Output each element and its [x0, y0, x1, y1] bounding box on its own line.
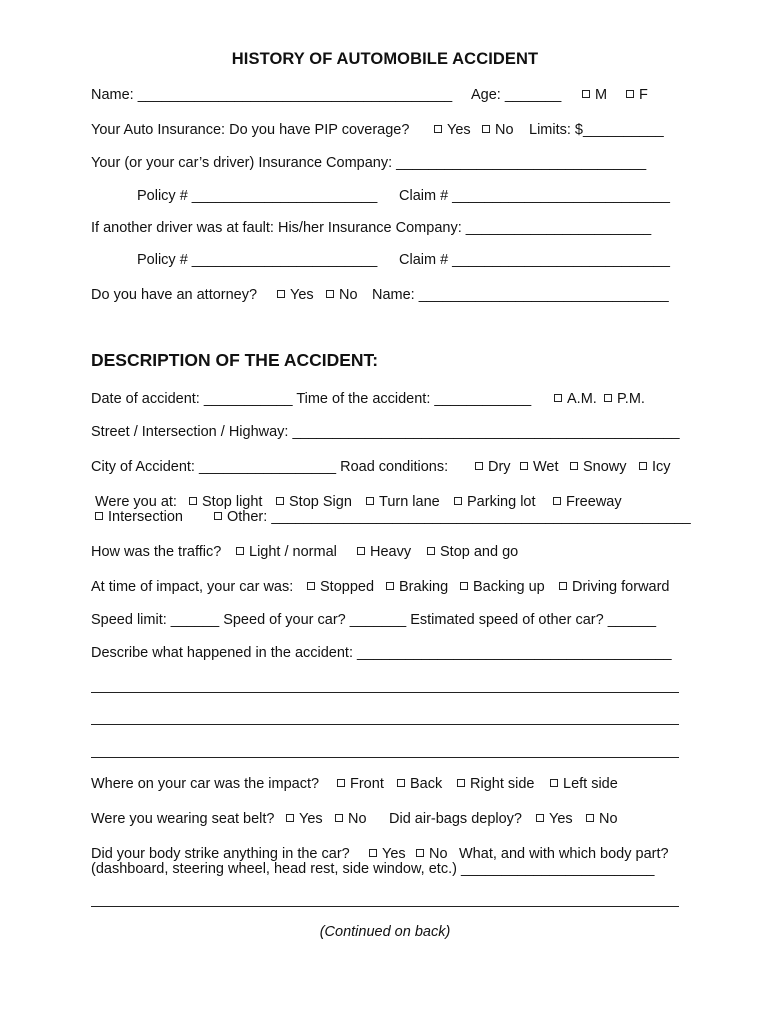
checkbox-icon [639, 462, 647, 470]
checkbox-icon [397, 779, 405, 787]
checkbox-icon [214, 512, 222, 520]
traffic-heavy-checkbox[interactable]: Heavy [357, 543, 411, 561]
checkbox-icon [357, 547, 365, 555]
description-line-2[interactable] [91, 724, 679, 725]
airbags-question: Did air-bags deploy? [389, 811, 522, 827]
checkbox-icon [335, 814, 343, 822]
street-field[interactable]: Street / Intersection / Highway: ________________________________________________ [91, 424, 680, 440]
checkbox-icon [366, 497, 374, 505]
insurance-company-field[interactable]: Your (or your car’s driver) Insurance Company: _______________________________ [91, 155, 647, 171]
speed-fields[interactable]: Speed limit: ______ Speed of your car? _______ Estimated speed of other car? ______ [91, 612, 657, 628]
checkbox-icon [95, 512, 103, 520]
back-checkbox[interactable]: Back [397, 775, 442, 793]
age-field[interactable]: Age: _______ [471, 87, 562, 103]
checkbox-icon [189, 497, 197, 505]
checkbox-icon [604, 394, 612, 402]
section-title: DESCRIPTION OF THE ACCIDENT: [91, 350, 379, 370]
pip-question: Your Auto Insurance: Do you have PIP coverage? [91, 122, 410, 138]
am-checkbox[interactable]: A.M. [554, 390, 597, 408]
attorney-name-field[interactable]: Name: _______________________________ [372, 287, 669, 303]
body-part-question: What, and with which body part? [459, 846, 669, 862]
pip-no-checkbox[interactable]: No [482, 121, 514, 139]
left-side-checkbox[interactable]: Left side [550, 775, 618, 793]
checkbox-icon [553, 497, 561, 505]
checkbox-icon [277, 290, 285, 298]
checkbox-icon [386, 582, 394, 590]
front-checkbox[interactable]: Front [337, 775, 384, 793]
body-part-line[interactable] [91, 906, 679, 907]
describe-field[interactable]: Describe what happened in the accident: _______________________________________ [91, 645, 672, 661]
name-field[interactable]: Name: _______________________________________ [91, 87, 453, 103]
backing-up-checkbox[interactable]: Backing up [460, 578, 545, 596]
sex-male-checkbox[interactable]: M [582, 86, 607, 104]
continued-note: (Continued on back) [319, 924, 451, 940]
checkbox-icon [286, 814, 294, 822]
impact-question: At time of impact, your car was: [91, 579, 294, 595]
claim-field[interactable]: Claim # ___________________________ [399, 188, 670, 204]
parking-lot-checkbox[interactable]: Parking lot [454, 493, 536, 511]
pm-checkbox[interactable]: P.M. [604, 390, 645, 408]
checkbox-icon [460, 582, 468, 590]
checkbox-icon [626, 90, 634, 98]
limits-field[interactable]: Limits: $__________ [529, 122, 664, 138]
freeway-checkbox[interactable]: Freeway [553, 493, 622, 511]
checkbox-icon [416, 849, 424, 857]
other-insurance-company-field[interactable]: If another driver was at fault: His/her Insurance Company: _______________________ [91, 220, 652, 236]
checkbox-icon [369, 849, 377, 857]
traffic-light-checkbox[interactable]: Light / normal [236, 543, 337, 561]
other-policy-field[interactable]: Policy # _______________________ [137, 252, 378, 268]
checkbox-icon [586, 814, 594, 822]
body-strike-no-checkbox[interactable]: No [416, 845, 448, 863]
wet-checkbox[interactable]: Wet [520, 458, 559, 476]
stop-sign-checkbox[interactable]: Stop Sign [276, 493, 352, 511]
other-location-field[interactable]: Other: ____________________________________________________ [214, 508, 691, 526]
stop-light-checkbox[interactable]: Stop light [189, 493, 262, 511]
checkbox-icon [457, 779, 465, 787]
form-title: HISTORY OF AUTOMOBILE ACCIDENT [231, 50, 539, 68]
description-line-3[interactable] [91, 757, 679, 758]
pip-yes-checkbox[interactable]: Yes [434, 121, 471, 139]
date-time-fields[interactable]: Date of accident: ___________ Time of the accident: ____________ [91, 391, 532, 407]
braking-checkbox[interactable]: Braking [386, 578, 448, 596]
checkbox-icon [326, 290, 334, 298]
location-type-label: Were you at: [95, 494, 177, 510]
checkbox-icon [454, 497, 462, 505]
checkbox-icon [427, 547, 435, 555]
airbags-yes-checkbox[interactable]: Yes [536, 810, 573, 828]
snowy-checkbox[interactable]: Snowy [570, 458, 627, 476]
traffic-stop-go-checkbox[interactable]: Stop and go [427, 543, 518, 561]
turn-lane-checkbox[interactable]: Turn lane [366, 493, 440, 511]
checkbox-icon [520, 462, 528, 470]
checkbox-icon [559, 582, 567, 590]
attorney-yes-checkbox[interactable]: Yes [277, 286, 314, 304]
icy-checkbox[interactable]: Icy [639, 458, 671, 476]
airbags-no-checkbox[interactable]: No [586, 810, 618, 828]
checkbox-icon [236, 547, 244, 555]
impact-location-question: Where on your car was the impact? [91, 776, 320, 792]
intersection-checkbox[interactable]: Intersection [95, 508, 183, 526]
checkbox-icon [434, 125, 442, 133]
seatbelt-yes-checkbox[interactable]: Yes [286, 810, 323, 828]
dry-checkbox[interactable]: Dry [475, 458, 511, 476]
stopped-checkbox[interactable]: Stopped [307, 578, 374, 596]
attorney-no-checkbox[interactable]: No [326, 286, 358, 304]
checkbox-icon [307, 582, 315, 590]
checkbox-icon [536, 814, 544, 822]
checkbox-icon [337, 779, 345, 787]
body-part-field[interactable]: (dashboard, steering wheel, head rest, side window, etc.) ________________________ [91, 861, 655, 877]
driving-forward-checkbox[interactable]: Driving forward [559, 578, 670, 596]
body-strike-yes-checkbox[interactable]: Yes [369, 845, 406, 863]
seatbelt-no-checkbox[interactable]: No [335, 810, 367, 828]
body-strike-question: Did your body strike anything in the car? [91, 846, 350, 862]
right-side-checkbox[interactable]: Right side [457, 775, 534, 793]
checkbox-icon [276, 497, 284, 505]
checkbox-icon [582, 90, 590, 98]
checkbox-icon [482, 125, 490, 133]
checkbox-icon [570, 462, 578, 470]
traffic-question: How was the traffic? [91, 544, 222, 560]
checkbox-icon [475, 462, 483, 470]
city-field[interactable]: City of Accident: _________________ Road conditions: [91, 459, 449, 475]
policy-field[interactable]: Policy # _______________________ [137, 188, 378, 204]
attorney-question: Do you have an attorney? [91, 287, 258, 303]
checkbox-icon [550, 779, 558, 787]
seatbelt-question: Were you wearing seat belt? [91, 811, 275, 827]
description-line-1[interactable] [91, 692, 679, 693]
other-claim-field[interactable]: Claim # ___________________________ [399, 252, 670, 268]
sex-female-checkbox[interactable]: F [626, 86, 648, 104]
checkbox-icon [554, 394, 562, 402]
